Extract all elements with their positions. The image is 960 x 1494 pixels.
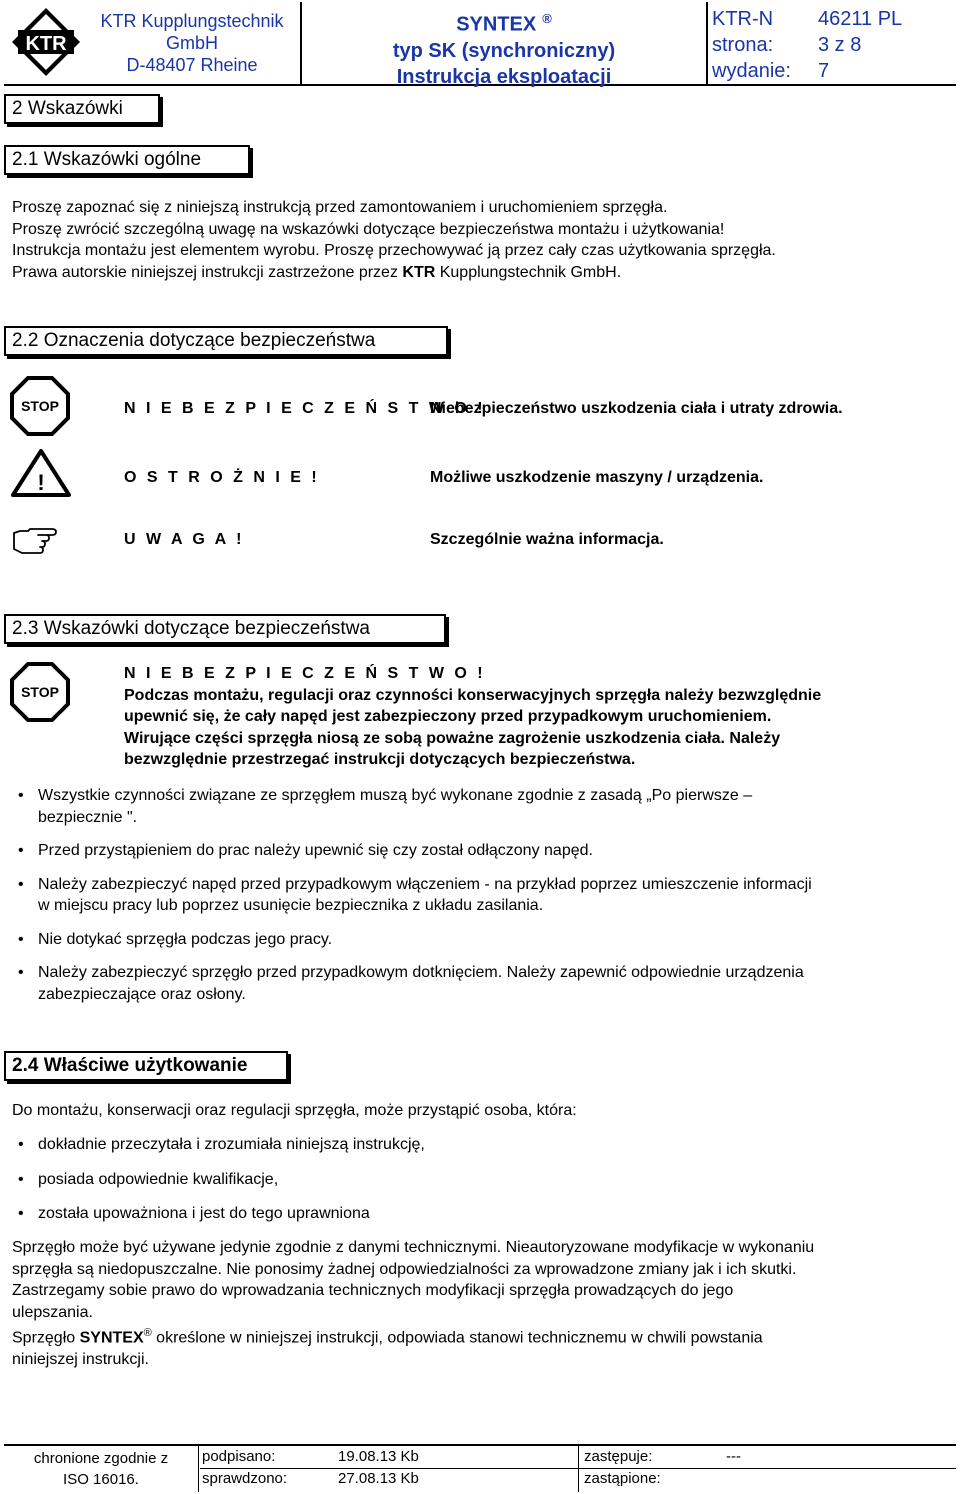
list-item: • Wszystkie czynności związane ze sprzęgłem muszą być wykonane zgodnie z zasadą „Po pierwsze – bezpiecznie ".	[12, 785, 952, 828]
signed-value: 19.08.13 Kb	[338, 1448, 419, 1465]
section-2-1-title: 2.1 Wskazówki ogólne	[4, 145, 250, 175]
edition-value: 7	[818, 60, 830, 82]
copyright-line: Prawa autorskie niniejszej instrukcji zastrzeżone przez KTR Kupplungstechnik GmbH.	[12, 263, 622, 281]
attention-description: Szczególnie ważna informacja.	[430, 531, 664, 548]
stop-sign-icon	[10, 662, 70, 722]
paragraph-line: Proszę zapoznać się z niniejszą instrukcją przed zamontowaniem i uruchomieniem sprzęgła.	[12, 199, 668, 216]
danger-label: N I E B E Z P I E C Z E Ń S T W O !	[124, 665, 486, 682]
doc-id-value: 46211 PL	[818, 8, 903, 30]
registered-mark: ®	[143, 1327, 152, 1339]
iso-note: chronione zgodnie z ISO 16016.	[33, 1450, 169, 1488]
page-label: strona:	[712, 34, 774, 56]
replaces-value: ---	[726, 1448, 741, 1465]
document-info	[712, 6, 902, 84]
warning-triangle-icon	[10, 448, 72, 498]
paragraph-line: Instrukcja montażu jest elementem wyrobu. Proszę przechowywać ją przez cały czas użytkowania sprzęgła.	[12, 242, 776, 259]
syntex-statement: Sprzęgło SYNTEX® określone w niniejszej instrukcji, odpowiada stanowi technicznemu w chwili powstania	[12, 1327, 763, 1347]
stop-sign-text: STOP	[21, 398, 59, 414]
product-type: typ SK (synchroniczny)	[392, 39, 616, 62]
paragraph-line: Proszę zwrócić szczególną uwagę na wskazówki dotyczące bezpieczeństwa montażu i użytkowania!	[12, 220, 725, 238]
list-item: • Należy zabezpieczyć sprzęgło przed przypadkowym dotknięciem. Należy zapewnić odpowiednie urządzenia zabezpieczające oraz osłony.	[12, 962, 952, 1005]
syntex-bold: SYNTEX	[79, 1329, 144, 1347]
replaced-label: zastąpione:	[584, 1470, 661, 1487]
replaces-label: zastępuje:	[584, 1448, 653, 1465]
edition-label: wydanie:	[712, 60, 791, 82]
danger-description: Niebezpieczeństwo uszkodzenia ciała i utraty zdrowia.	[430, 400, 843, 417]
stop-sign-icon	[10, 376, 70, 436]
checked-label: sprawdzono:	[202, 1470, 288, 1487]
signed-label: podpisano:	[202, 1448, 276, 1465]
company-info	[92, 10, 292, 76]
section-2-4-closing: Sprzęgło może być używane jedynie zgodnie z danymi technicznymi. Nieautoryzowane modyfikacje w wykonaniu sprzęgła są niedopuszczalne. Nie ponosimy żadnej odpowiedzialności za wprowadzone zmiany jak i ich skutki. Zastrzegamy sobie prawo do wprowadzania technicznych modyfikacji sprzęgła prowadzących do jego ulepszania. Sprzęgło SYNTEX® określone w niniejszej instrukcji, odpowiada stanowi technicznemu w chwili powstania niniejszej instrukcji.	[12, 1237, 952, 1370]
page-number: 3 z 8	[818, 34, 862, 56]
caution-label: O S T R O Ż N I E !	[124, 469, 320, 486]
pointing-hand-icon	[12, 527, 58, 555]
warning-line: Wirujące części sprzęgła niosą ze sobą poważne zagrożenie uszkodzenia ciała. Należy	[124, 729, 781, 747]
doc-id-label: KTR-N	[712, 8, 774, 30]
attention-label: U W A G A !	[124, 531, 245, 548]
logo-text: KTR	[25, 33, 67, 55]
registered-mark: ®	[542, 11, 552, 26]
qualification-bullet-list	[12, 1134, 952, 1225]
list-item: • została upoważniona i jest do tego uprawniona	[12, 1203, 952, 1225]
section-2-2-title: 2.2 Oznaczenia dotyczące bezpieczeństwa	[4, 326, 448, 356]
danger-warning-block	[124, 663, 944, 771]
product-title	[304, 6, 704, 90]
list-item: • dokładnie przeczytała i zrozumiała niniejszą instrukcję,	[12, 1134, 952, 1156]
warning-line: upewnić się, że cały napęd jest zabezpieczony przed przypadkowym uruchomieniem.	[124, 708, 772, 725]
section-2-4-intro: Do montażu, konserwacji oraz regulacji sprzęgła, może przystąpić osoba, która:	[12, 1102, 577, 1119]
chapter-title: 2 Wskazówki	[4, 94, 160, 124]
stop-sign-text: STOP	[21, 684, 59, 700]
section-2-3-title: 2.3 Wskazówki dotyczące bezpieczeństwa	[4, 614, 446, 644]
document-type: Instrukcja eksploatacji	[396, 65, 612, 88]
list-item: • Przed przystąpieniem do prac należy upewnić się czy został odłączony napęd.	[12, 840, 952, 862]
safety-bullet-list	[12, 785, 952, 1005]
caution-description: Możliwe uszkodzenie maszyny / urządzenia.	[430, 469, 764, 486]
section-2-4-title: 2.4 Właściwe użytkowanie	[4, 1051, 288, 1081]
ktr-bold: KTR	[402, 263, 436, 281]
page-header	[4, 2, 956, 86]
company-address: D-48407 Rheine	[126, 55, 258, 75]
list-item: • posiada odpowiednie kwalifikacje,	[12, 1169, 952, 1191]
list-item: • Nie dotykać sprzęgła podczas jego pracy.	[12, 929, 952, 951]
checked-value: 27.08.13 Kb	[338, 1470, 419, 1487]
warning-line: Podczas montażu, regulacji oraz czynności konserwacyjnych sprzęgła należy bezwzględnie	[124, 686, 822, 704]
page-footer	[4, 1444, 956, 1492]
company-name: KTR Kupplungstechnik	[100, 11, 284, 31]
company-form: GmbH	[165, 33, 218, 53]
product-name: SYNTEX	[456, 13, 537, 36]
ktr-logo-icon	[10, 6, 82, 78]
warning-line: bezwzględnie przestrzegać instrukcji dotyczących bezpieczeństwa.	[124, 751, 636, 768]
warning-sign-text: !	[37, 470, 45, 495]
list-item: • Należy zabezpieczyć napęd przed przypadkowym włączeniem - na przykład poprzez umieszczenie informacji w miejscu pracy lub poprzez usunięcie bezpiecznika z układu zasilania.	[12, 874, 952, 917]
section-2-1-text	[12, 197, 952, 283]
danger-label: N I E B E Z P I E C Z E Ń S T W O !	[124, 400, 486, 417]
